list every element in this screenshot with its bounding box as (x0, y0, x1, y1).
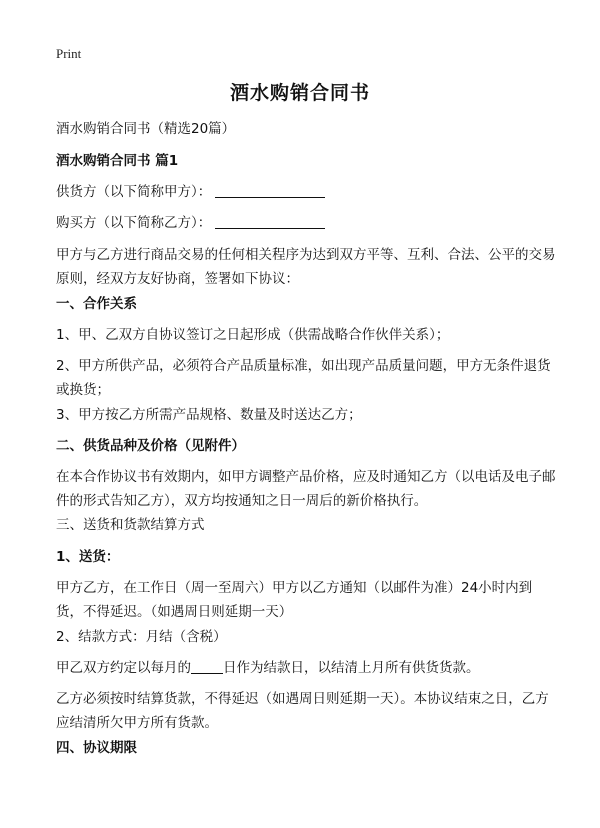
buyer-blank (215, 214, 325, 229)
intro-paragraph: 甲方与乙方进行商品交易的任何相关程序为达到双方平等、互利、合法、公平的交易原则，经双方友好协商，签署如下协议： (56, 247, 556, 287)
payment-day-line (56, 656, 556, 680)
clause-1: 1、甲、乙双方自协议签订之日起形成（供需战略合作伙伴关系）； (56, 327, 450, 343)
clause-2: 2、甲方所供产品，必须符合产品质量标准，如出现产品质量问题，甲方无条件退货或换货； (56, 358, 551, 398)
heading-delivery-settlement: 三、送货和货款结算方式 (56, 517, 205, 533)
supplier-line (56, 180, 556, 204)
heading-agreement-term: 四、协议期限 (56, 740, 137, 756)
buyer-label: 购买方（以下简称乙方）： (56, 215, 212, 231)
supplier-blank (215, 183, 325, 198)
payment-day-blank (191, 659, 223, 674)
section-heading: 酒水购销合同书 篇1 (56, 153, 179, 169)
delivery-paragraph: 甲方乙方，在工作日（周一至周六）甲方以乙方通知（以邮件为准）24小时内到货，不得延迟。（如遇周日则延期一天） (56, 580, 533, 620)
clause-3: 3、甲方按乙方所需产品规格、数量及时送达乙方； (56, 407, 362, 423)
price-paragraph: 在本合作协议书有效期内，如甲方调整产品价格，应及时通知乙方（以电话及电子邮件的形式告知乙方），双方均按通知之日一周后的新价格执行。 (56, 469, 556, 509)
heading-supply-price: 二、供货品种及价格（见附件） (56, 438, 245, 454)
supplier-label: 供货方（以下简称甲方）： (56, 184, 212, 200)
payment-day-after: 日作为结款日，以结清上月所有供货货款。 (223, 660, 480, 676)
settlement-paragraph: 乙方必须按时结算货款，不得延迟（如遇周日则延期一天）。本协议结束之日，乙方应结清所欠甲方所有货款。 (56, 691, 549, 731)
print-link[interactable]: Print (56, 46, 82, 61)
document-title: 酒水购销合同书 (229, 82, 370, 104)
heading-delivery: 1、送货： (56, 549, 120, 565)
heading-payment: 2、结款方式：月结（含税） (56, 629, 227, 645)
document-subtitle: 酒水购销合同书（精选20篇） (56, 121, 236, 137)
heading-cooperation: 一、合作关系 (56, 296, 137, 312)
payment-day-before: 甲乙双方约定以每月的 (56, 660, 191, 676)
buyer-line (56, 211, 556, 235)
